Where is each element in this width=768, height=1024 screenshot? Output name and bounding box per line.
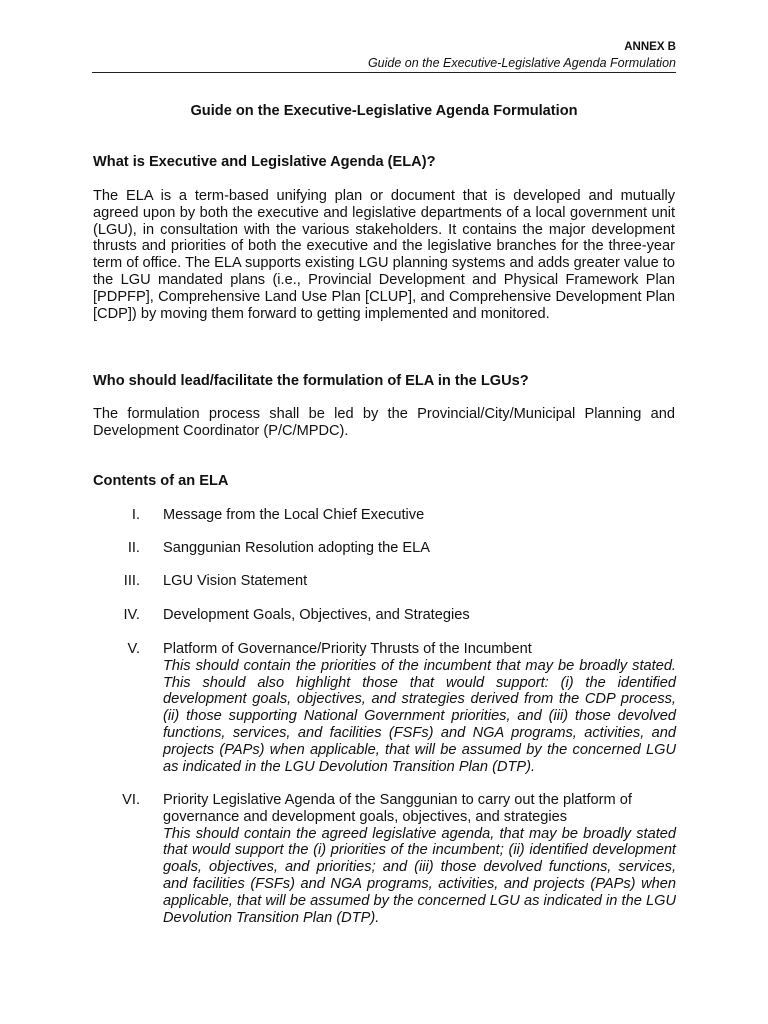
list-item-label: Message from the Local Chief Executive xyxy=(163,507,425,523)
list-item-description: This should contain the agreed legislative agenda, that may be broadly stated that would support the (i) priorities of the incumbent; (ii) identified development goals, objectives, and priorities; and (iii) those devolved functions, services, and facilities (FSFs) and NGA programs, activities, and projects (PAPs) when applicable, that will be assumed by the concerned LGU as indicated in the LGU Devolution Transition Plan (DTP). xyxy=(163,825,676,926)
paragraph-what-is-ela: The ELA is a term-based unifying plan or document that is developed and mutually agreed upon by both the executive and legislative departments of a local government unit (LGU), in consultation with the various stakeholders. It contains the major development thrusts and priorities of both the executive and the legislative branches for the three-year term of office. The ELA supports existing LGU planning systems and adds greater value to the LGU mandated plans (i.e., Provincial Development and Physical Framework Plan [PDPFP], Comprehensive Land Use Plan [CLUP], and Comprehensive Development Plan [CDP]) by moving them forward to getting implemented and monitored. xyxy=(93,188,675,322)
paragraph-who-leads: The formulation process shall be led by the Provincial/City/Municipal Planning and Development Coordinator (P/C/MPDC). xyxy=(93,406,675,439)
heading-what-is-ela: What is Executive and Legislative Agenda (ELA)? xyxy=(93,154,436,170)
list-numeral: I. xyxy=(131,507,140,523)
list-numeral: IV. xyxy=(123,607,140,623)
list-numeral: III. xyxy=(123,573,140,589)
list-numeral: VI. xyxy=(122,792,140,808)
list-numeral: V. xyxy=(127,641,140,657)
list-item-label: Sanggunian Resolution adopting the ELA xyxy=(163,540,430,556)
heading-contents: Contents of an ELA xyxy=(93,473,229,489)
list-numeral: II. xyxy=(127,540,140,556)
list-item-label: Development Goals, Objectives, and Strategies xyxy=(163,607,470,623)
annex-label: ANNEX B xyxy=(624,41,676,53)
page-header xyxy=(92,40,676,73)
document-title: Guide on the Executive-Legislative Agenda Formulation xyxy=(190,103,578,119)
heading-who-leads: Who should lead/facilitate the formulation of ELA in the LGUs? xyxy=(93,373,529,389)
list-item-label: Platform of Governance/Priority Thrusts of the Incumbent xyxy=(163,641,532,657)
header-subtitle: Guide on the Executive-Legislative Agenda Formulation xyxy=(367,56,676,70)
list-item-description: This should contain the priorities of the incumbent that may be broadly stated. This should also highlight those that would support: (i) the identified development goals, objectives, and strategies derived from the CDP process, (ii) those supporting National Government priorities, and (iii) those devolved functions, services, and facilities (FSFs) and NGA programs, activities, and projects (PAPs) when applicable, that will be assumed by the concerned LGU as indicated in the LGU Devolution Transition Plan (DTP). xyxy=(163,657,676,775)
list-item-label: Priority Legislative Agenda of the Sanggunian to carry out the platform of governance and development goals, objectives, and strategies xyxy=(163,792,632,825)
list-item-label: LGU Vision Statement xyxy=(163,573,308,589)
